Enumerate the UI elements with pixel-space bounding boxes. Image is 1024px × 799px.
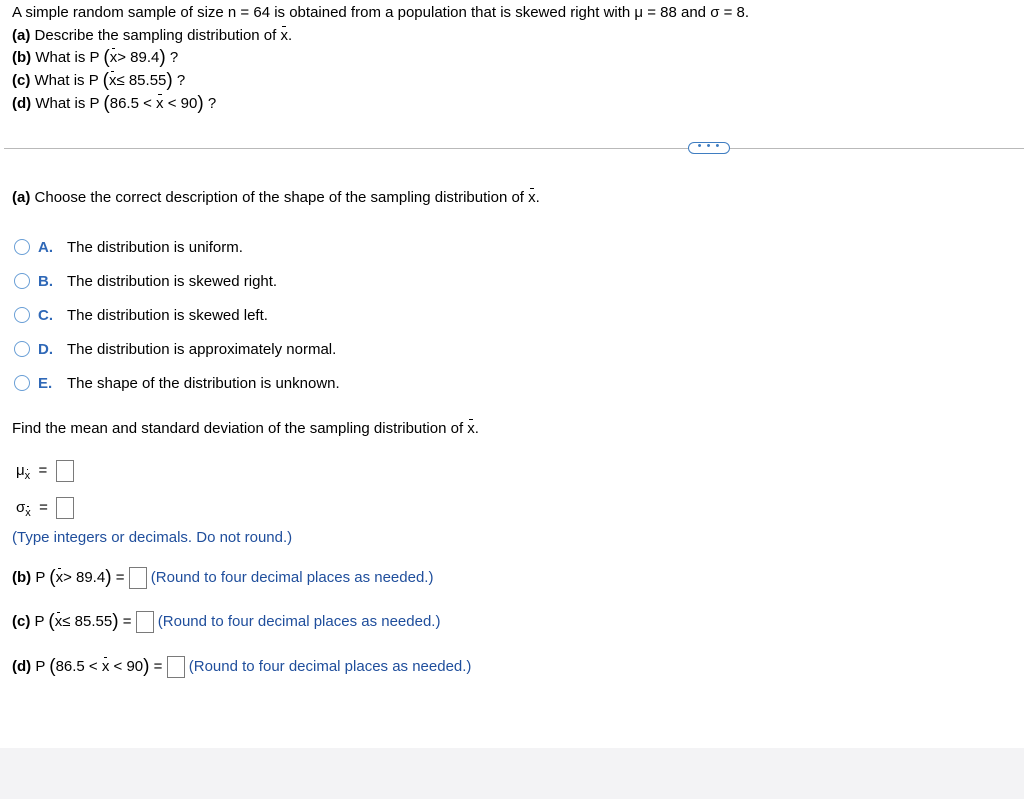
sd-input[interactable] xyxy=(56,497,74,519)
option-c[interactable] xyxy=(14,304,268,326)
part-c-input[interactable] xyxy=(136,611,154,633)
mean-input[interactable] xyxy=(56,460,74,482)
part-b-row: (b) P (x> 89.4) = (Round to four decimal places as needed.) xyxy=(12,566,434,588)
section-divider xyxy=(4,148,1024,149)
radio-button[interactable] xyxy=(14,307,30,323)
x-bar-symbol: x xyxy=(467,420,475,437)
option-a[interactable] xyxy=(14,236,243,258)
x-bar-symbol: x xyxy=(156,95,164,112)
part-d-hint: (Round to four decimal places as needed.) xyxy=(188,657,472,675)
part-d-input[interactable] xyxy=(167,656,185,678)
mu-symbol: μ xyxy=(16,461,25,479)
option-letter: B. xyxy=(38,272,53,290)
part-a-question-label: (a) xyxy=(12,189,31,206)
problem-part-c: (c) What is P (x≤ 85.55) ? xyxy=(12,70,186,91)
option-d[interactable] xyxy=(14,338,336,360)
option-e[interactable] xyxy=(14,372,340,394)
part-b-input[interactable] xyxy=(129,567,147,589)
option-text: The distribution is uniform. xyxy=(67,238,243,256)
option-text: The distribution is approximately normal. xyxy=(67,340,337,358)
mean-row: μx = xyxy=(16,460,74,482)
x-bar-symbol: x xyxy=(109,49,118,66)
part-b-label: (b) xyxy=(12,49,32,66)
more-options-button[interactable]: • • • xyxy=(688,142,730,154)
problem-part-b: (b) What is P (x> 89.4) ? xyxy=(12,47,179,68)
part-c-label: (c) xyxy=(12,72,31,89)
x-bar-symbol: x xyxy=(54,612,63,630)
x-bar-symbol: x xyxy=(101,657,110,675)
problem-part-a: (a) Describe the sampling distribution of x. xyxy=(12,27,293,44)
footer-bar xyxy=(0,748,1024,799)
radio-button[interactable] xyxy=(14,273,30,289)
mean-sd-hint: (Type integers or decimals. Do not round.) xyxy=(12,529,293,546)
option-letter: C. xyxy=(38,306,53,324)
option-letter: E. xyxy=(38,374,53,392)
problem-part-d: (d) What is P (86.5 < x < 90) ? xyxy=(12,93,217,114)
x-bar-symbol: x xyxy=(280,27,288,44)
option-text: The shape of the distribution is unknown. xyxy=(67,374,340,392)
x-bar-symbol: x xyxy=(55,568,64,586)
part-a-question: (a) Choose the correct description of the shape of the sampling distribution of x. xyxy=(12,189,540,206)
part-a-text: Describe the sampling distribution of xyxy=(34,27,281,44)
sigma-symbol: σ xyxy=(16,498,26,516)
radio-button[interactable] xyxy=(14,341,30,357)
x-bar-symbol: x xyxy=(108,72,117,89)
option-text: The distribution is skewed left. xyxy=(67,306,268,324)
x-bar-symbol: x xyxy=(528,189,536,206)
part-a-label: (a) xyxy=(12,27,31,44)
mean-sd-prompt: Find the mean and standard deviation of the sampling distribution of x. xyxy=(12,420,479,437)
sd-row: σx = xyxy=(16,497,74,519)
option-letter: A. xyxy=(38,238,53,256)
option-b[interactable] xyxy=(14,270,277,292)
option-text: The distribution is skewed right. xyxy=(67,272,278,290)
part-c-hint: (Round to four decimal places as needed.) xyxy=(157,612,441,630)
part-c-row: (c) P (x≤ 85.55) = (Round to four decimal places as needed.) xyxy=(12,610,441,632)
part-d-row: (d) P (86.5 < x < 90) = (Round to four decimal places as needed.) xyxy=(12,655,472,677)
problem-intro: A simple random sample of size n = 64 is obtained from a population that is skewed right with μ = 88 and σ = 8. xyxy=(12,4,750,21)
part-d-label: (d) xyxy=(12,95,32,112)
radio-button[interactable] xyxy=(14,375,30,391)
part-b-hint: (Round to four decimal places as needed.) xyxy=(150,568,434,586)
option-letter: D. xyxy=(38,340,53,358)
radio-button[interactable] xyxy=(14,239,30,255)
